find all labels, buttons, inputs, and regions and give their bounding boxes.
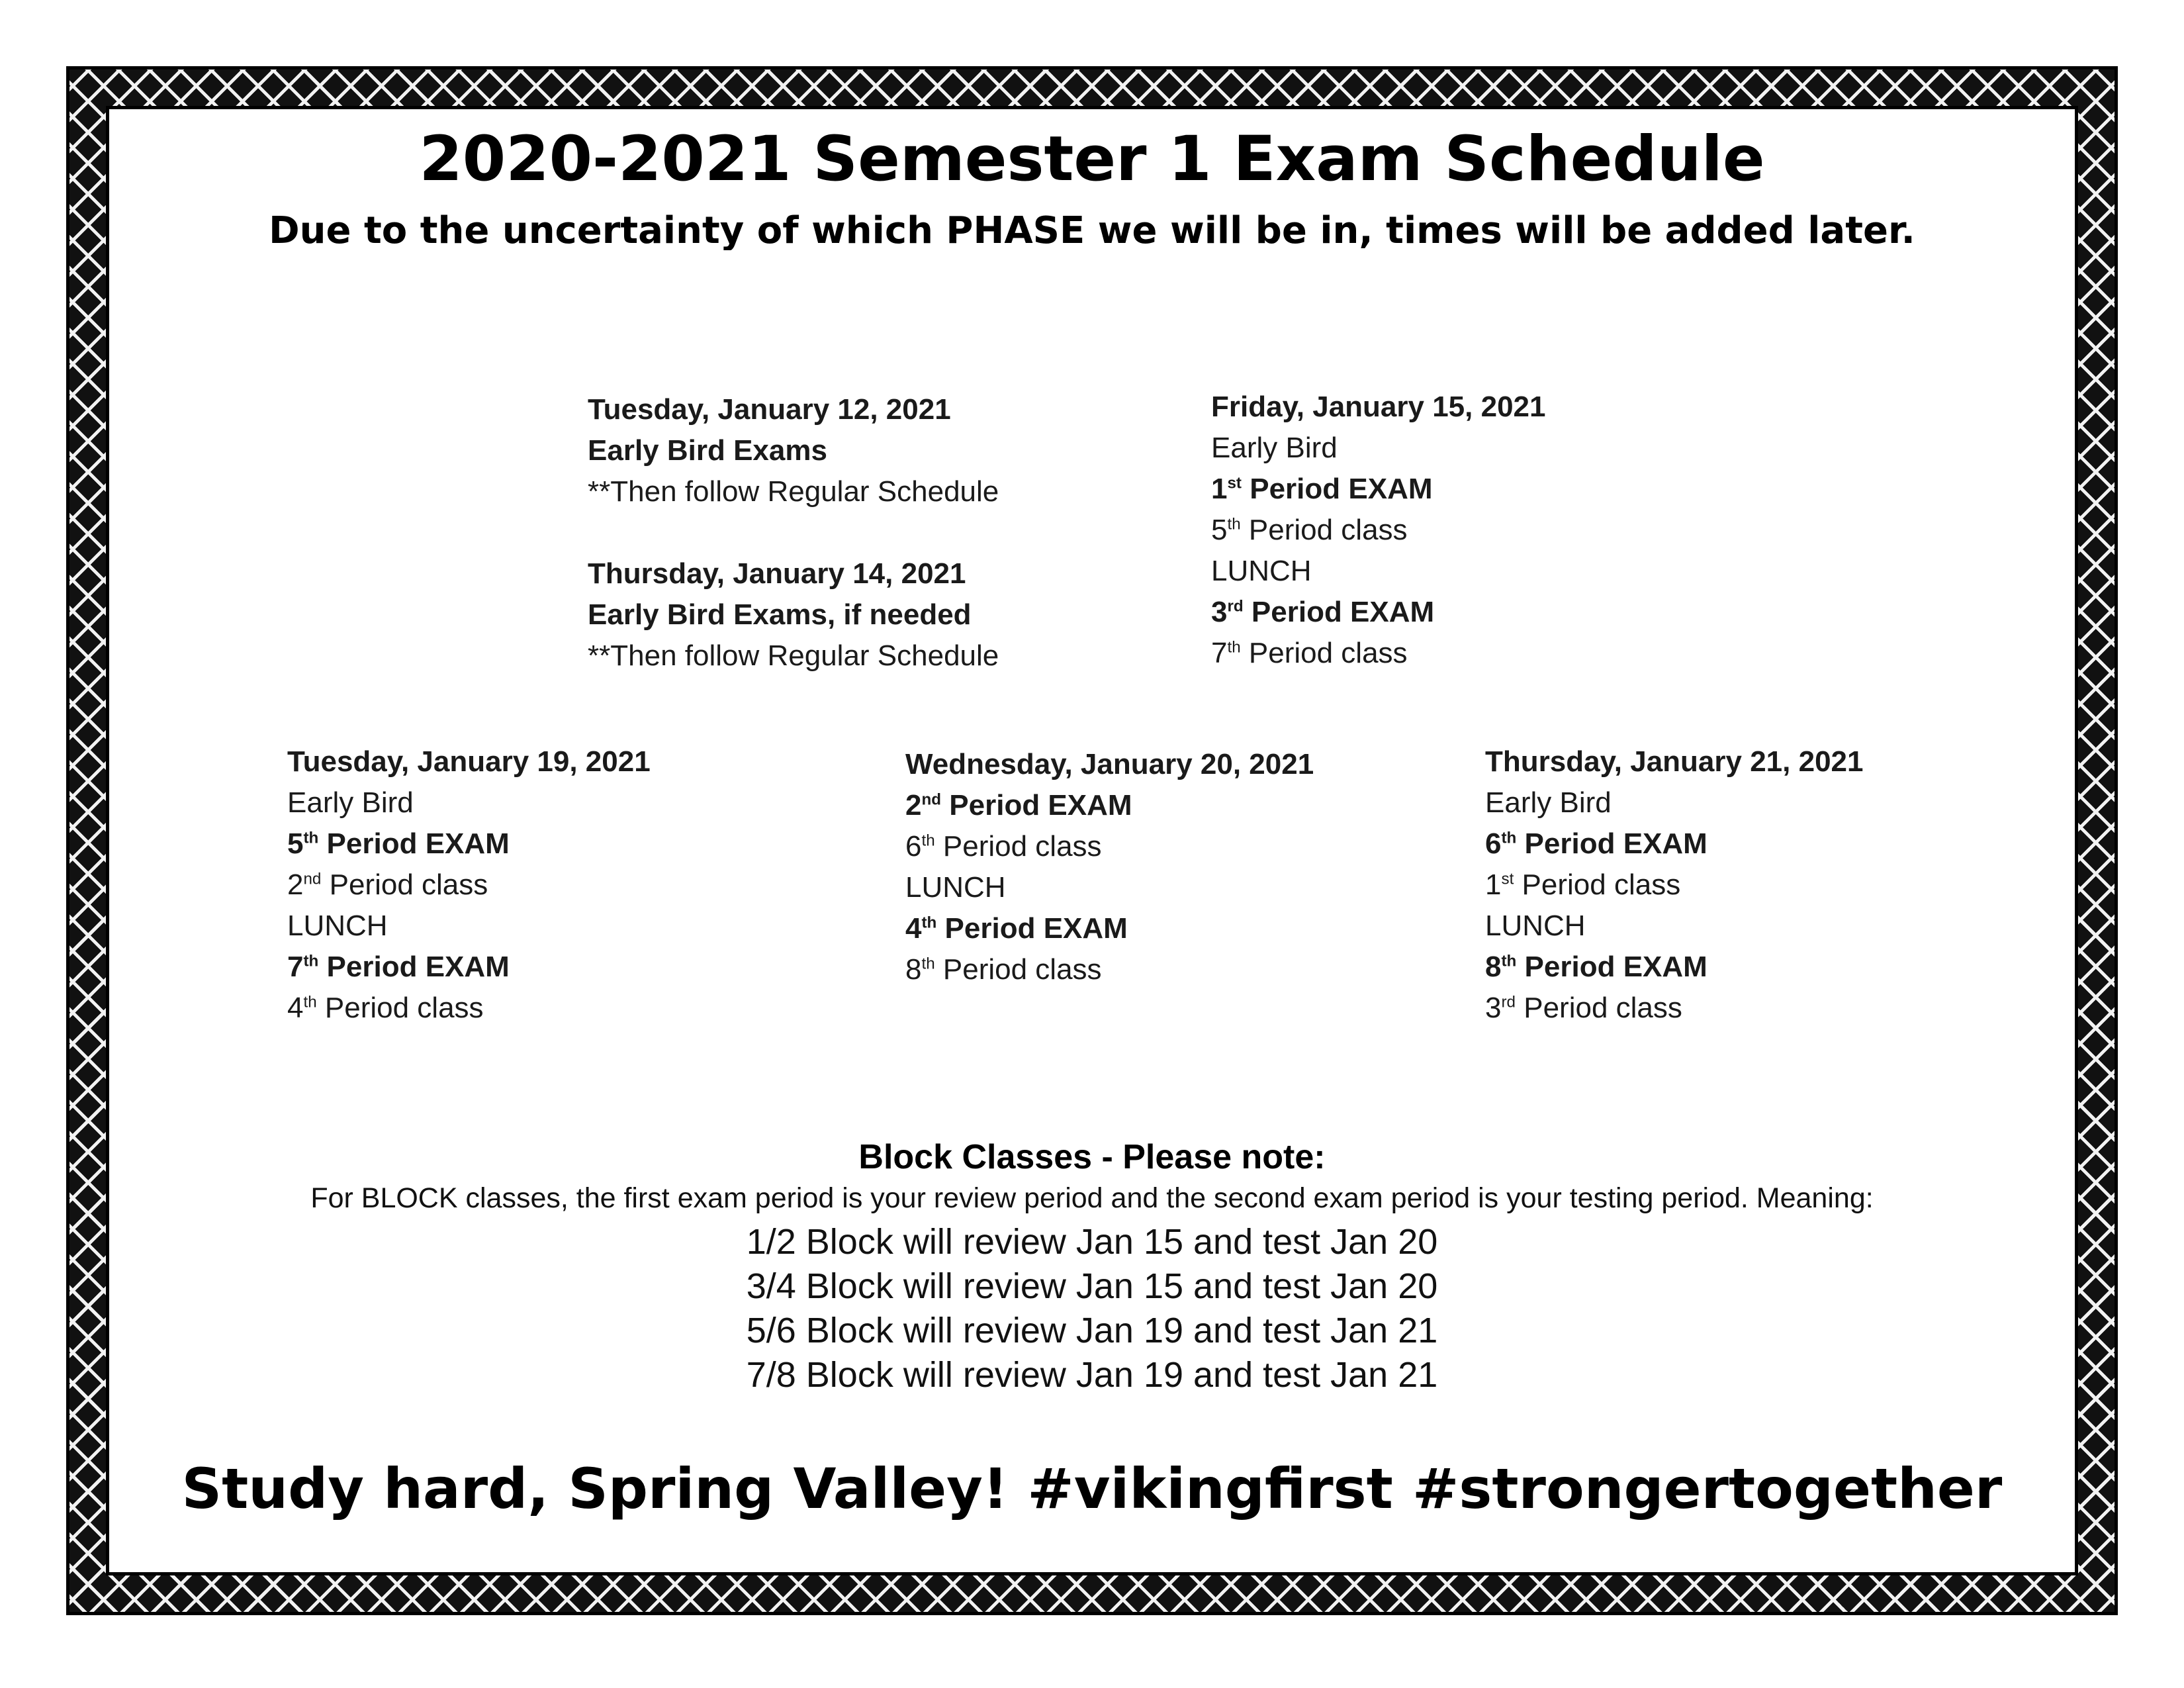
schedule-line: Early Bird: [1211, 432, 1338, 464]
schedule-line: LUNCH: [905, 871, 1006, 904]
schedule-line: 7th Period class: [1211, 637, 1408, 669]
day-date: Wednesday, January 20, 2021: [905, 748, 1314, 780]
schedule-line: 3rd Period class: [1485, 992, 1682, 1024]
schedule-block-jan15: [1211, 387, 1545, 674]
schedule-line: 8th Period EXAM: [1485, 951, 1707, 983]
schedule-line: LUNCH: [1485, 910, 1586, 942]
page-title: 2020-2021 Semester 1 Exam Schedule: [419, 123, 1765, 195]
block-note-list: [106, 1220, 2078, 1397]
day-date: Tuesday, January 12, 2021: [588, 393, 951, 426]
block-note-line: 5/6 Block will review Jan 19 and test Jan 21: [746, 1311, 1438, 1350]
schedule-line: 6th Period class: [905, 830, 1102, 863]
schedule-line: Early Bird: [1485, 786, 1612, 819]
closing-message: Study hard, Spring Valley! #vikingfirst #strongertogether: [181, 1456, 2003, 1521]
schedule-line: LUNCH: [287, 910, 388, 942]
schedule-line: 3rd Period EXAM: [1211, 596, 1435, 628]
schedule-line: 2nd Period class: [287, 868, 488, 901]
schedule-line: 5th Period EXAM: [287, 827, 510, 860]
schedule-line: 4th Period class: [287, 992, 484, 1024]
schedule-line: 7th Period EXAM: [287, 951, 510, 983]
schedule-block-jan12-jan14: [588, 389, 999, 677]
schedule-line: Early Bird: [287, 786, 414, 819]
day-date: Thursday, January 14, 2021: [588, 557, 966, 590]
schedule-line: **Then follow Regular Schedule: [588, 639, 999, 672]
block-note-text: For BLOCK classes, the first exam period is your review period and the second exam period is your testing period. Meaning:: [310, 1182, 1874, 1214]
block-note-line: 1/2 Block will review Jan 15 and test Jan 20: [746, 1222, 1438, 1262]
schedule-line: 8th Period class: [905, 953, 1102, 986]
schedule-line: Early Bird Exams: [588, 434, 827, 467]
schedule-block-jan20: [905, 744, 1314, 990]
schedule-line: 1st Period class: [1485, 868, 1681, 901]
schedule-line: 5th Period class: [1211, 514, 1408, 546]
schedule-line: 1st Period EXAM: [1211, 473, 1433, 505]
day-date: Thursday, January 21, 2021: [1485, 745, 1864, 778]
page-subtitle: Due to the uncertainty of which PHASE we will be in, times will be added later.: [269, 209, 1915, 250]
block-note-line: 7/8 Block will review Jan 19 and test Jan 21: [746, 1355, 1438, 1395]
schedule-line: Early Bird Exams, if needed: [588, 598, 972, 631]
schedule-line: 6th Period EXAM: [1485, 827, 1707, 860]
schedule-block-jan21: [1485, 741, 1863, 1029]
schedule-line: LUNCH: [1211, 555, 1312, 587]
schedule-line: 2nd Period EXAM: [905, 789, 1132, 821]
schedule-block-jan19: [287, 741, 651, 1029]
block-note-line: 3/4 Block will review Jan 15 and test Jan 20: [746, 1266, 1438, 1306]
block-note-heading: Block Classes - Please note:: [858, 1138, 1326, 1176]
schedule-line: 4th Period EXAM: [905, 912, 1128, 945]
schedule-line: **Then follow Regular Schedule: [588, 475, 999, 508]
day-date: Friday, January 15, 2021: [1211, 391, 1546, 423]
day-date: Tuesday, January 19, 2021: [287, 745, 651, 778]
